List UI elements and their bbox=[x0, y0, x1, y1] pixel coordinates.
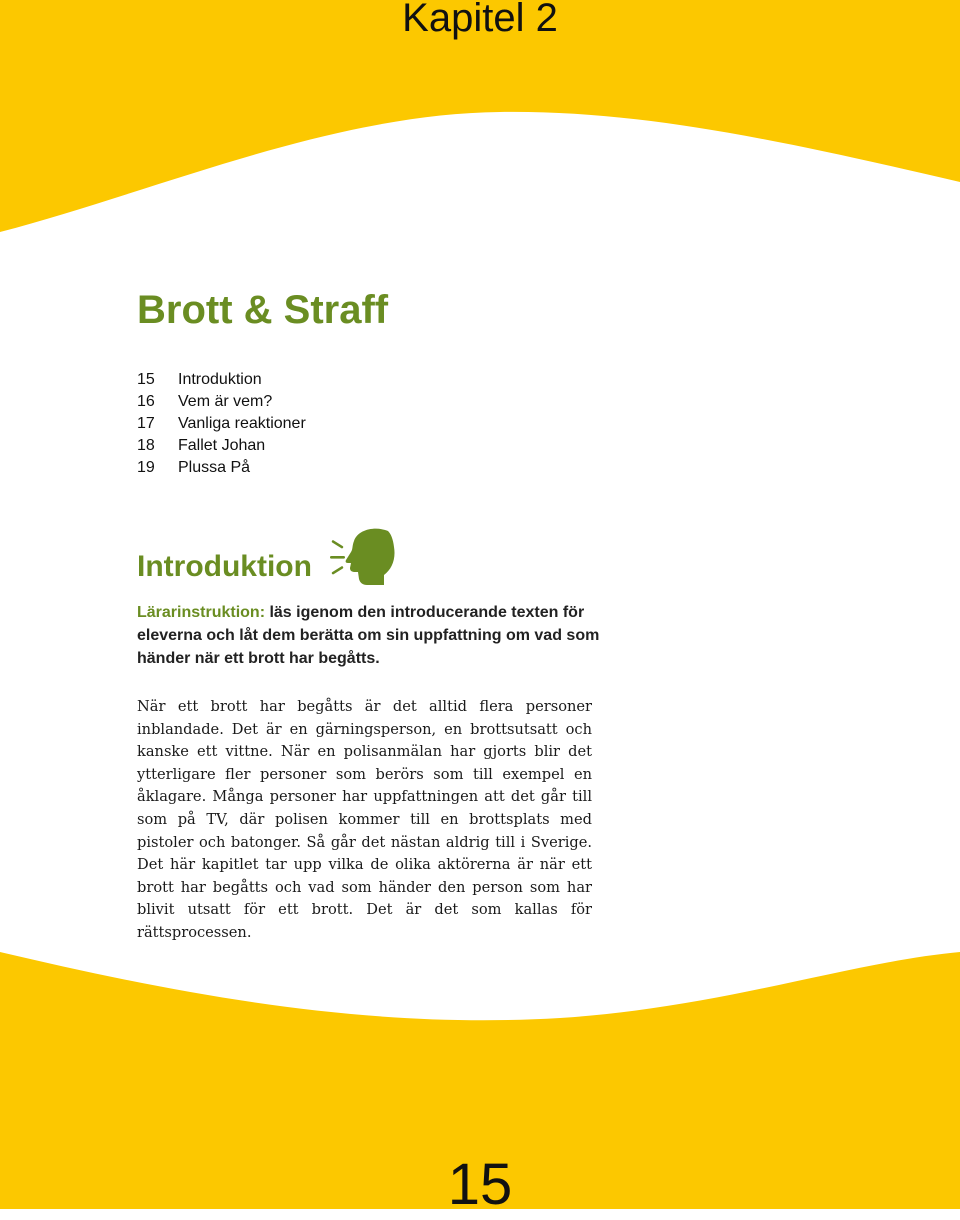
toc-item[interactable] bbox=[137, 369, 306, 391]
toc-item[interactable] bbox=[137, 457, 306, 479]
speaking-head-icon bbox=[328, 527, 398, 587]
toc-item[interactable] bbox=[137, 413, 306, 435]
toc-page-number: 15 bbox=[137, 371, 155, 388]
table-of-contents bbox=[137, 369, 306, 479]
toc-label: Plussa På bbox=[178, 459, 251, 476]
instruction-text: läs igenom den introducerande texten för eleverna och låt dem berätta om sin uppfattning om vad som händer när ett brott har begåtts. bbox=[137, 604, 600, 667]
instruction-label: Lärarinstruktion: bbox=[137, 604, 266, 621]
toc-item[interactable] bbox=[137, 435, 306, 457]
toc-label: Vem är vem? bbox=[178, 393, 273, 410]
toc-label: Vanliga reaktioner bbox=[178, 415, 306, 432]
chapter-label: Kapitel 2 bbox=[402, 0, 558, 40]
toc-page-number: 18 bbox=[137, 437, 155, 454]
toc-label: Introduktion bbox=[178, 371, 262, 388]
page-number: 15 bbox=[447, 1152, 513, 1217]
toc-label: Fallet Johan bbox=[178, 437, 266, 454]
teacher-instruction bbox=[137, 601, 607, 670]
intro-body-text: När ett brott har begåtts är det alltid flera personer inblandade. Det är en gärningsperson, en brottsutsatt och kanske ett vittne. När en polisanmälan har gjorts blir det ytterligare fler personer som berörs som till exempel en åklagare. Många personer har uppfattningen att det går till som på TV, där polisen kommer till en brottsplats med pistoler och batonger. Så går det nästan aldrig till i Sverige. Det här kapitlet tar upp vilka de olika aktörerna är när ett brott har begåtts och vad som händer den person som har blivit utsatt för ett brott. Det är det som kallas för rättsprocessen. bbox=[137, 698, 592, 941]
toc-page-number: 16 bbox=[137, 393, 155, 410]
chapter-title: Brott & Straff bbox=[137, 288, 389, 332]
section-heading: Introduktion bbox=[137, 550, 312, 583]
toc-page-number: 17 bbox=[137, 415, 155, 432]
toc-page-number: 19 bbox=[137, 459, 155, 476]
toc-item[interactable] bbox=[137, 391, 306, 413]
